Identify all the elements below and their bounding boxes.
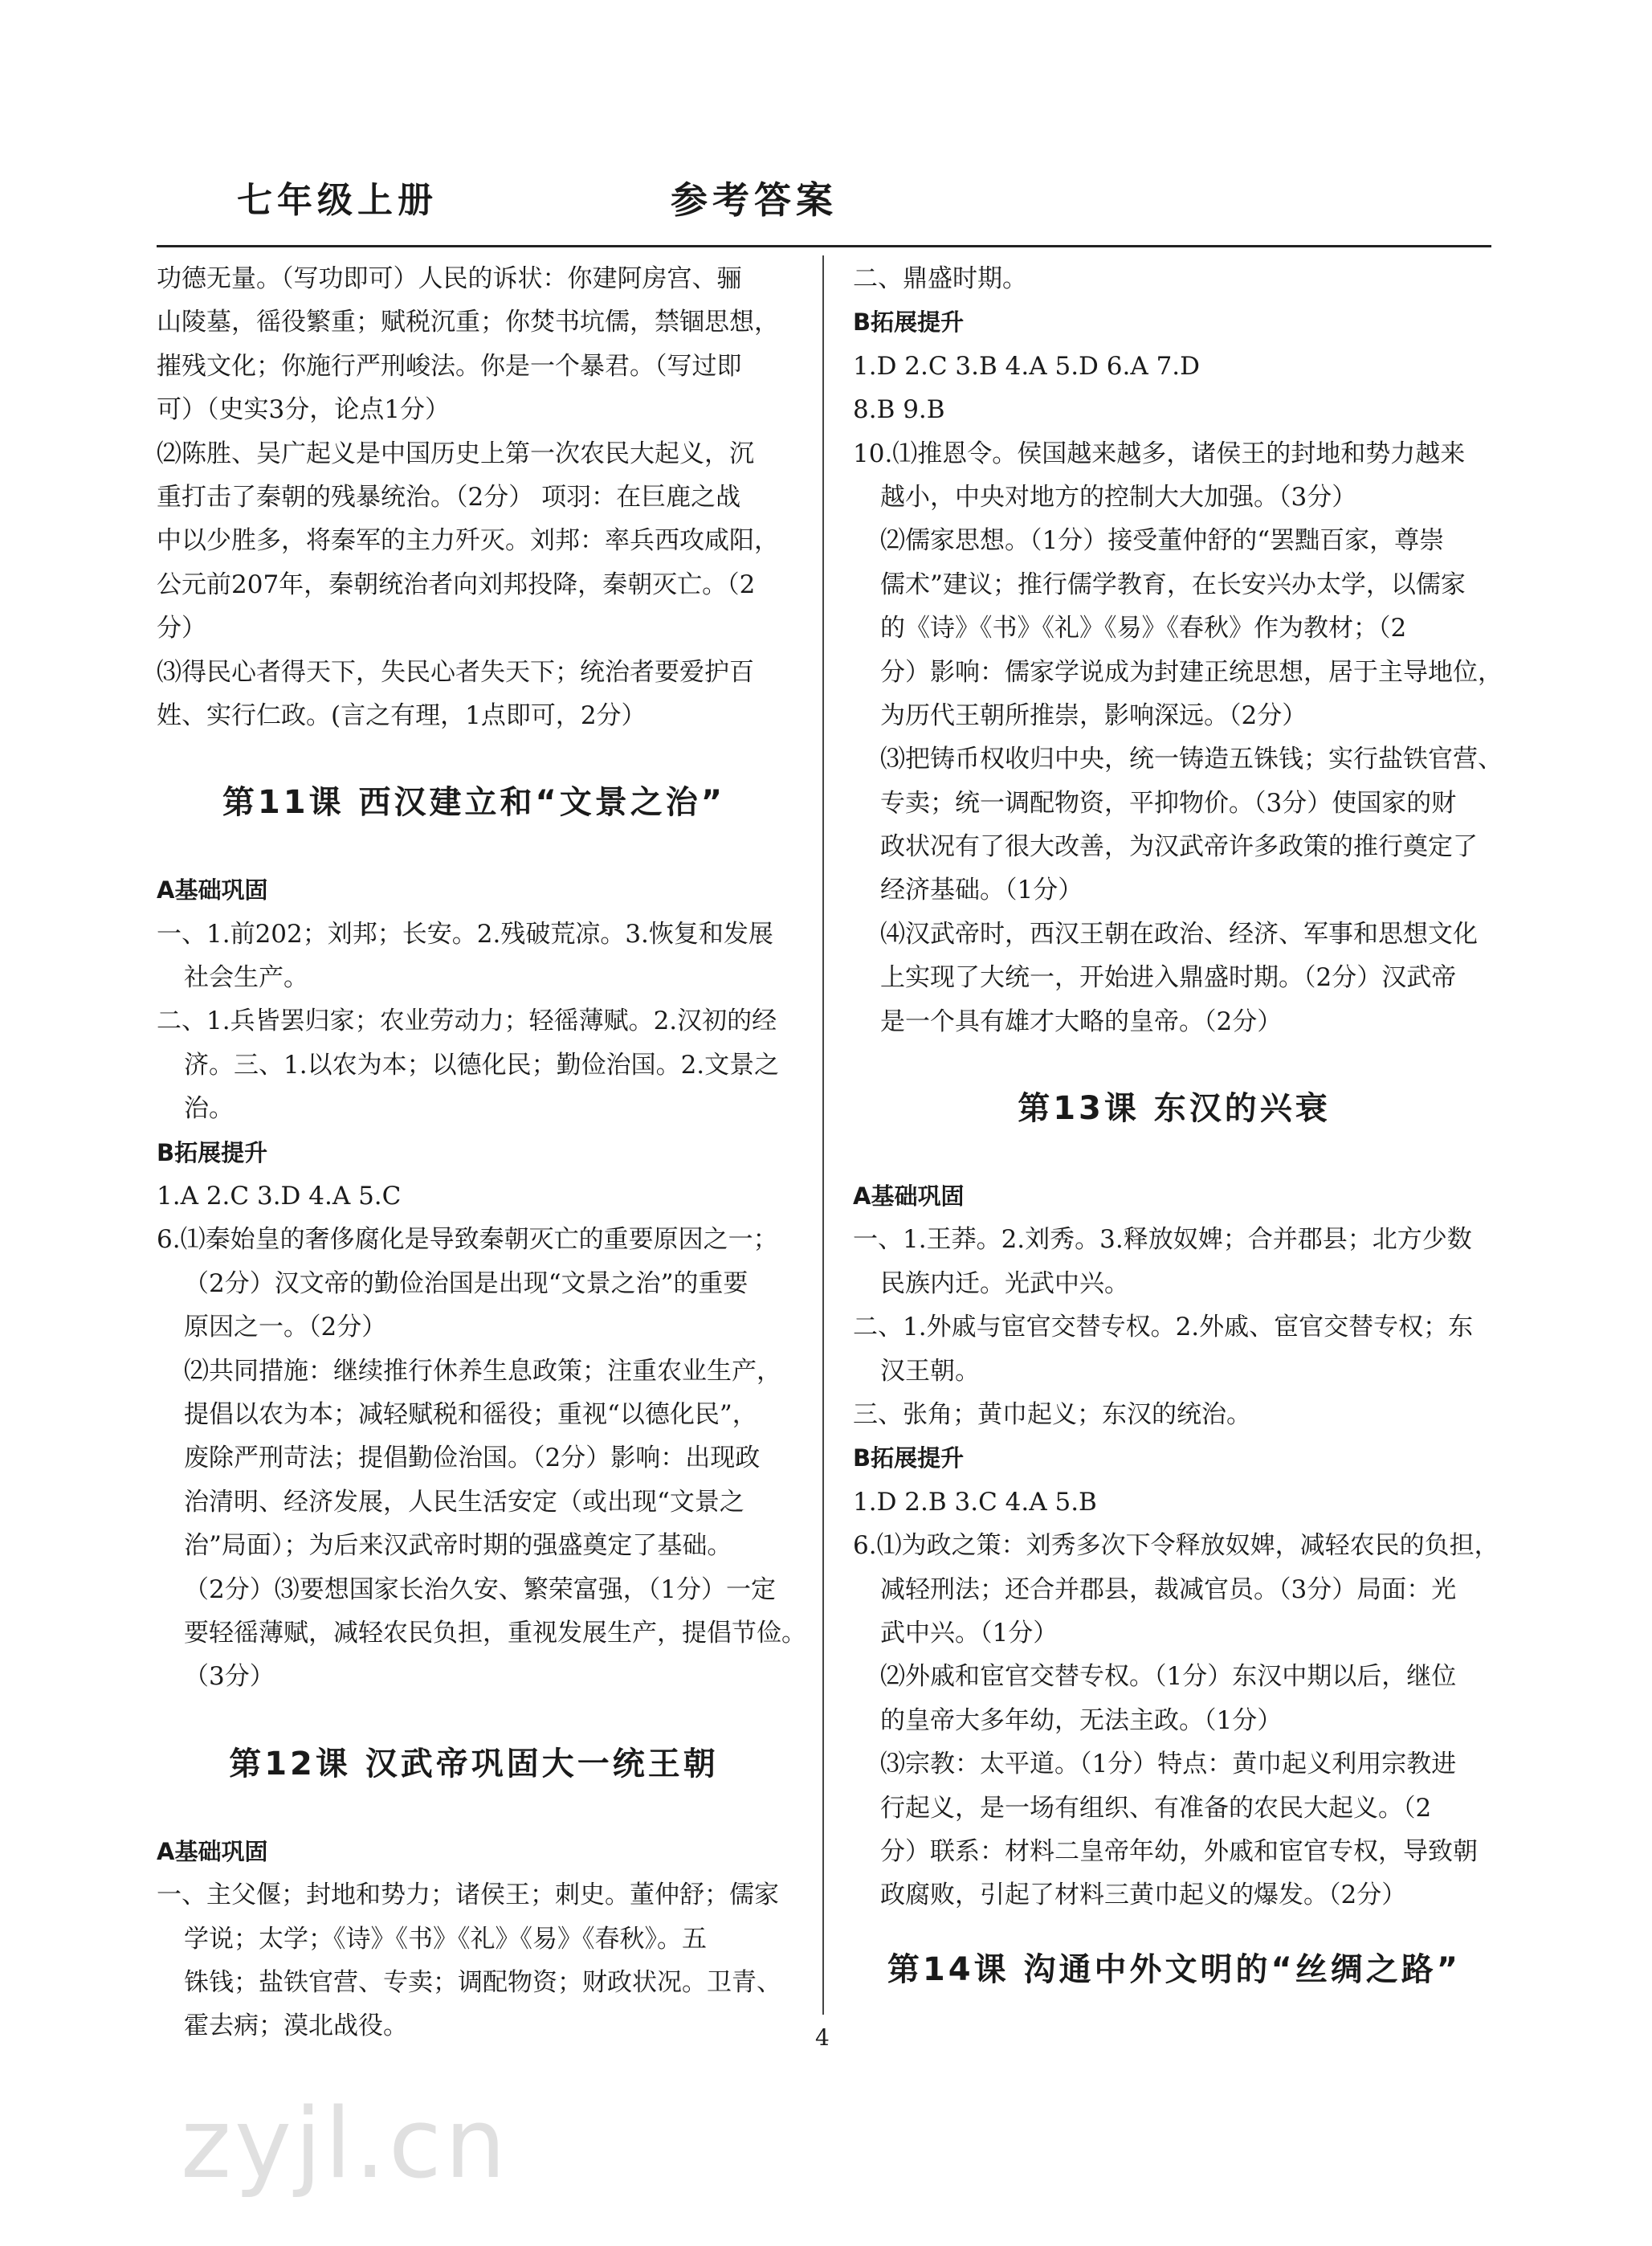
answer-line: 二、1.兵皆罢归家；农业劳动力；轻徭薄赋。2.汉初的经 xyxy=(157,1007,777,1036)
column-divider xyxy=(822,255,824,2015)
answer-line: 原因之一。（2分） xyxy=(184,1313,387,1342)
answer-line: 为历代王朝所推崇，影响深远。（2分） xyxy=(880,700,1307,730)
answer-line: 是一个具有雄才大略的皇帝。（2分） xyxy=(880,1007,1283,1036)
answer-line: 武中兴。（1分） xyxy=(880,1618,1059,1648)
answer-line: 儒术”建议；推行儒学教育，在长安兴办太学，以儒家 xyxy=(880,570,1466,599)
answer-line: ⑵儒家思想。（1分）接受董仲舒的“罢黜百家，尊崇 xyxy=(880,526,1445,556)
answer-line: 6.⑴秦始皇的奢侈腐化是导致秦朝灭亡的重要原因之一； xyxy=(157,1225,778,1255)
answer-line: 山陵墓，徭役繁重；赋税沉重；你焚书坑儒，禁锢思想， xyxy=(157,308,779,337)
answer-line: 济。三、1.以农为本；以德化民；勤俭治国。2.文景之 xyxy=(184,1050,780,1080)
grade-label: 七年级上册 xyxy=(237,180,438,221)
section-heading: A基础巩固 xyxy=(853,1182,965,1211)
lesson-title: 第14课 沟通中外文明的“丝绸之路” xyxy=(887,1950,1462,1988)
answer-line: ⑶把铸币权收归中央，统一铸造五铢钱；实行盐铁官营、 xyxy=(880,745,1503,774)
answer-line: 汉王朝。 xyxy=(880,1356,980,1386)
answer-line: 上实现了大统一，开始进入鼎盛时期。（2分）汉武帝 xyxy=(880,963,1457,993)
answer-line: 1.D 2.B 3.C 4.A 5.B xyxy=(853,1487,1097,1517)
lesson-title: 第13课 东汉的兴衰 xyxy=(1018,1090,1331,1128)
answer-line: ⑶宗教：太平道。（1分）特点：黄巾起义利用宗教进 xyxy=(880,1750,1457,1779)
document-title: 参考答案 xyxy=(671,178,838,222)
answer-line: 政腐败，引起了材料三黄巾起义的爆发。（2分） xyxy=(880,1881,1407,1910)
answer-line: 分）影响：儒家学说成为封建正统思想，居于主导地位， xyxy=(880,657,1503,687)
lesson-title: 第12课 汉武帝巩固大一统王朝 xyxy=(229,1745,719,1783)
answer-line: ⑵陈胜、吴广起义是中国历史上第一次农民大起义，沉 xyxy=(157,439,754,468)
section-heading: A基础巩固 xyxy=(157,876,268,905)
left-column xyxy=(157,257,806,2048)
answer-line: 1.A 2.C 3.D 4.A 5.C xyxy=(157,1182,402,1211)
answer-line: 三、张角；黄巾起义；东汉的统治。 xyxy=(853,1399,1251,1429)
watermark: zyjl.cn xyxy=(181,2089,509,2200)
answer-line: 的《诗》《书》《礼》《易》《春秋》作为教材；（2 xyxy=(880,614,1407,643)
answer-line: 治。 xyxy=(184,1094,234,1124)
answer-line: 6.⑴为政之策：刘秀多次下令释放奴婢，减轻农民的负担， xyxy=(853,1531,1499,1561)
answer-line: 一、主父偃；封地和势力；诸侯王；刺史。董仲舒；儒家 xyxy=(157,1881,779,1910)
answer-line: 8.B 9.B xyxy=(853,395,945,425)
answer-line: 10.⑴推恩令。侯国越来越多，诸侯王的封地和势力越来 xyxy=(853,439,1466,468)
answer-line: 民族内迁。光武中兴。 xyxy=(880,1268,1129,1298)
answer-line: 行起义，是一场有组织、有准备的农民大起义。（2 xyxy=(880,1793,1432,1823)
answer-line: 提倡以农为本；减轻赋税和徭役；重视“以德化民”， xyxy=(184,1399,757,1429)
answer-line: （3分） xyxy=(184,1662,275,1692)
answer-line: 经济基础。（1分） xyxy=(880,876,1083,905)
answer-line: 政状况有了很大改善，为汉武帝许多政策的推行奠定了 xyxy=(880,832,1478,862)
section-heading: B拓展提升 xyxy=(853,308,965,337)
answer-line: 1.D 2.C 3.B 4.A 5.D 6.A 7.D xyxy=(853,351,1201,381)
answer-line: 分） xyxy=(157,614,206,643)
section-heading: B拓展提升 xyxy=(853,1444,965,1472)
lesson-title: 第11课 西汉建立和“文景之治” xyxy=(222,784,726,822)
page-header xyxy=(157,165,1491,247)
answer-line: 一、1.前202；刘邦；长安。2.残破荒凉。3.恢复和发展 xyxy=(157,919,773,949)
answer-line: 霍去病；漠北战役。 xyxy=(184,2011,408,2041)
page-number: 4 xyxy=(815,2024,830,2051)
answer-line: 公元前207年，秦朝统治者向刘邦投降，秦朝灭亡。（2 xyxy=(157,570,756,599)
answer-line: 二、1.外戚与宦官交替专权。2.外戚、宦官交替专权；东 xyxy=(853,1313,1474,1342)
answer-line: 学说；太学；《诗》《书》《礼》《易》《春秋》。五 xyxy=(184,1924,707,1954)
answer-line: 治”局面）；为后来汉武帝时期的强盛奠定了基础。 xyxy=(184,1531,732,1561)
answer-line: 治清明、经济发展，人民生活安定（或出现“文景之 xyxy=(184,1487,744,1517)
answer-line: 废除严刑苛法；提倡勤俭治国。（2分）影响：出现政 xyxy=(184,1444,761,1473)
answer-line: 中以少胜多，将秦军的主力歼灭。刘邦：率兵西攻咸阳， xyxy=(157,526,779,556)
answer-line: （2分）⑶要想国家长治久安、繁荣富强，（1分）一定 xyxy=(184,1574,776,1604)
answer-line: 一、1.王莽。2.刘秀。3.释放奴婢；合并郡县；北方少数 xyxy=(853,1225,1472,1255)
section-heading: A基础巩固 xyxy=(157,1837,268,1865)
section-heading: B拓展提升 xyxy=(157,1138,268,1166)
answer-line: 专卖；统一调配物资，平抑物价。（3分）使国家的财 xyxy=(880,788,1457,818)
answer-line: 功德无量。（写功即可）人民的诉状：你建阿房宫、骊 xyxy=(157,264,742,293)
answer-line: 分）联系：材料二皇帝年幼，外戚和宦官专权，导致朝 xyxy=(880,1836,1478,1866)
answer-line: ⑷汉武帝时，西汉王朝在政治、经济、军事和思想文化 xyxy=(880,919,1478,949)
answer-line: 可）（史实3分，论点1分） xyxy=(157,395,450,425)
right-column xyxy=(853,257,1503,2022)
answer-line: 重打击了秦朝的残暴统治。（2分） 项羽：在巨鹿之战 xyxy=(157,482,741,512)
answer-line: 二、鼎盛时期。 xyxy=(853,264,1027,293)
answer-line: ⑶得民心者得天下，失民心者失天下；统治者要爱护百 xyxy=(157,657,754,687)
answer-line: 摧残文化；你施行严刑峻法。你是一个暴君。（写过即 xyxy=(157,351,742,381)
answer-line: 越小，中央对地方的控制大大加强。（3分） xyxy=(880,482,1357,512)
answer-line: 姓、实行仁政。(言之有理，1点即可，2分） xyxy=(157,700,647,730)
answer-line: ⑵共同措施：继续推行休养生息政策；注重农业生产， xyxy=(184,1356,781,1386)
answer-line: （2分）汉文帝的勤俭治国是出现“文景之治”的重要 xyxy=(184,1268,748,1298)
answer-line: 减轻刑法；还合并郡县，裁减官员。（3分）局面：光 xyxy=(880,1574,1457,1604)
answer-line: ⑵外戚和宦官交替专权。（1分）东汉中期以后，继位 xyxy=(880,1662,1457,1692)
answer-line: 社会生产。 xyxy=(184,963,308,993)
answer-line: 铢钱；盐铁官营、专卖；调配物资；财政状况。卫青、 xyxy=(184,1967,781,1997)
answer-line: 要轻徭薄赋，减轻农民负担，重视发展生产，提倡节俭。 xyxy=(184,1618,806,1648)
answer-line: 的皇帝大多年幼，无法主政。（1分） xyxy=(880,1705,1283,1735)
